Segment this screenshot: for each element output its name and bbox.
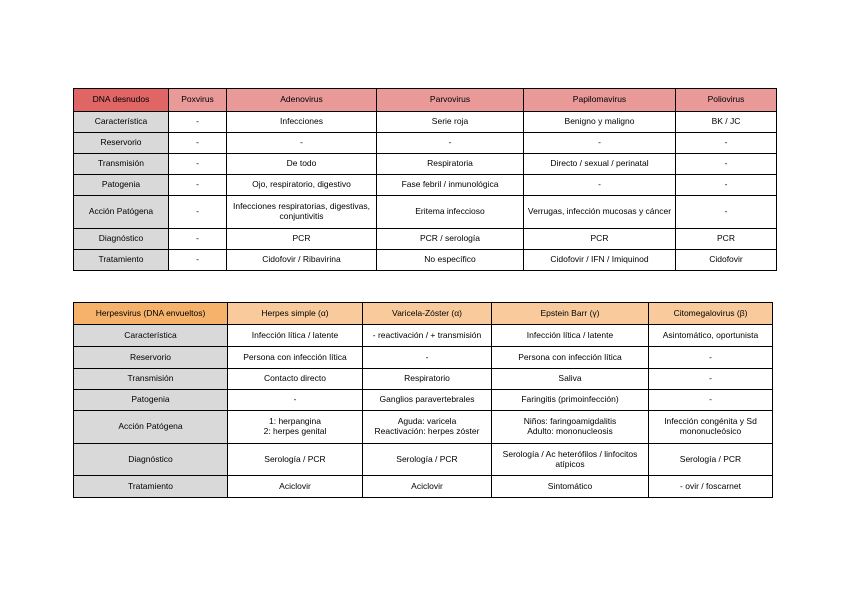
table-row bbox=[74, 369, 773, 390]
table-cell: Cidofovir bbox=[676, 250, 777, 271]
table-cell: Infección lítica / latente bbox=[492, 325, 649, 347]
header-cell: Poliovirus bbox=[676, 89, 777, 112]
table-cell: BK / JC bbox=[676, 112, 777, 133]
table-cell: Cidofovir / Ribavirina bbox=[227, 250, 377, 271]
row-label: Característica bbox=[74, 325, 228, 347]
header-cell: Herpesvirus (DNA envueltos) bbox=[74, 303, 228, 325]
table-cell: - bbox=[169, 154, 227, 175]
table-cell: PCR bbox=[676, 229, 777, 250]
table-cell: PCR bbox=[524, 229, 676, 250]
table-cell: No específico bbox=[377, 250, 524, 271]
table-cell: Aguda: varicela Reactivación: herpes zóster bbox=[363, 411, 492, 444]
table-row bbox=[74, 411, 773, 444]
row-label: Diagnóstico bbox=[74, 229, 169, 250]
header-cell: Papilomavirus bbox=[524, 89, 676, 112]
table-cell: De todo bbox=[227, 154, 377, 175]
table-cell: - bbox=[524, 175, 676, 196]
table-cell: - bbox=[649, 390, 773, 411]
table-cell: Contacto directo bbox=[228, 369, 363, 390]
table-row bbox=[74, 229, 777, 250]
table-header bbox=[74, 89, 777, 112]
table-cell: Infección lítica / latente bbox=[228, 325, 363, 347]
table-cell: Infecciones bbox=[227, 112, 377, 133]
table-cell: - bbox=[676, 133, 777, 154]
header-cell: Citomegalovirus (β) bbox=[649, 303, 773, 325]
table-cell: Serología / Ac heterófilos / linfocitos atípicos bbox=[492, 444, 649, 476]
table-cell: - bbox=[169, 112, 227, 133]
row-label: Reservorio bbox=[74, 133, 169, 154]
table-row bbox=[74, 444, 773, 476]
table-cell: - bbox=[169, 229, 227, 250]
table-cell: PCR / serología bbox=[377, 229, 524, 250]
table-row bbox=[74, 347, 773, 369]
table-row bbox=[74, 133, 777, 154]
row-label: Diagnóstico bbox=[74, 444, 228, 476]
table-cell: Respiratoria bbox=[377, 154, 524, 175]
table-row bbox=[74, 112, 777, 133]
table-row bbox=[74, 325, 773, 347]
table-cell: - bbox=[169, 250, 227, 271]
table-cell: Aciclovir bbox=[363, 476, 492, 498]
table-cell: 1: herpangina 2: herpes genital bbox=[228, 411, 363, 444]
row-label: Transmisión bbox=[74, 369, 228, 390]
table-cell: Infección congénita y Sd mononucleósico bbox=[649, 411, 773, 444]
table-cell: Niños: faringoamigdalitis Adulto: mononucleosis bbox=[492, 411, 649, 444]
row-label: Tratamiento bbox=[74, 476, 228, 498]
table-cell: - bbox=[363, 347, 492, 369]
table-cell: Sintomático bbox=[492, 476, 649, 498]
table-cell: PCR bbox=[227, 229, 377, 250]
table-row bbox=[74, 154, 777, 175]
table-cell: Infecciones respiratorias, digestivas, conjuntivitis bbox=[227, 196, 377, 229]
row-label: Acción Patógena bbox=[74, 196, 169, 229]
table-cell: Serología / PCR bbox=[363, 444, 492, 476]
table-cell: Serología / PCR bbox=[649, 444, 773, 476]
table-cell: - bbox=[676, 196, 777, 229]
row-label: Tratamiento bbox=[74, 250, 169, 271]
row-label: Patogenia bbox=[74, 390, 228, 411]
table-cell: - bbox=[169, 133, 227, 154]
table-cell: Eritema infeccioso bbox=[377, 196, 524, 229]
table-cell: Serie roja bbox=[377, 112, 524, 133]
table-header bbox=[74, 303, 773, 325]
row-label: Característica bbox=[74, 112, 169, 133]
table-cell: Directo / sexual / perinatal bbox=[524, 154, 676, 175]
table-cell: - bbox=[377, 133, 524, 154]
table-cell: Benigno y maligno bbox=[524, 112, 676, 133]
row-label: Acción Patógena bbox=[74, 411, 228, 444]
dna-desnudos-table bbox=[73, 88, 777, 271]
header-cell: Adenovirus bbox=[227, 89, 377, 112]
table-cell: Ganglios paravertebrales bbox=[363, 390, 492, 411]
row-label: Transmisión bbox=[74, 154, 169, 175]
table-cell: - bbox=[649, 369, 773, 390]
table-cell: Asintomático, oportunista bbox=[649, 325, 773, 347]
header-cell: DNA desnudos bbox=[74, 89, 169, 112]
row-label: Patogenia bbox=[74, 175, 169, 196]
table-cell: - ovir / foscarnet bbox=[649, 476, 773, 498]
table-cell: - bbox=[228, 390, 363, 411]
header-cell: Herpes simple (α) bbox=[228, 303, 363, 325]
table-cell: Saliva bbox=[492, 369, 649, 390]
table-cell: Faringitis (primoinfección) bbox=[492, 390, 649, 411]
table-cell: - bbox=[676, 175, 777, 196]
header-cell: Varicela-Zóster (α) bbox=[363, 303, 492, 325]
table-cell: - bbox=[227, 133, 377, 154]
header-cell: Parvovirus bbox=[377, 89, 524, 112]
table-row bbox=[74, 175, 777, 196]
table-cell: - bbox=[169, 175, 227, 196]
table-cell: - bbox=[649, 347, 773, 369]
table-cell: Persona con infección lítica bbox=[492, 347, 649, 369]
table-cell: Respiratorio bbox=[363, 369, 492, 390]
table-cell: Fase febril / inmunológica bbox=[377, 175, 524, 196]
table-cell: - bbox=[169, 196, 227, 229]
table-cell: Persona con infección lítica bbox=[228, 347, 363, 369]
table-cell: - bbox=[676, 154, 777, 175]
table-row bbox=[74, 390, 773, 411]
herpesvirus-table bbox=[73, 302, 773, 498]
table-cell: Aciclovir bbox=[228, 476, 363, 498]
table-row bbox=[74, 476, 773, 498]
table-cell: - bbox=[524, 133, 676, 154]
header-cell: Epstein Barr (γ) bbox=[492, 303, 649, 325]
table-cell: Cidofovir / IFN / Imiquinod bbox=[524, 250, 676, 271]
header-cell: Poxvirus bbox=[169, 89, 227, 112]
table-row bbox=[74, 250, 777, 271]
table-row bbox=[74, 196, 777, 229]
table-cell: Ojo, respiratorio, digestivo bbox=[227, 175, 377, 196]
table-cell: Verrugas, infección mucosas y cáncer bbox=[524, 196, 676, 229]
row-label: Reservorio bbox=[74, 347, 228, 369]
table-cell: - reactivación / + transmisión bbox=[363, 325, 492, 347]
table-cell: Serología / PCR bbox=[228, 444, 363, 476]
